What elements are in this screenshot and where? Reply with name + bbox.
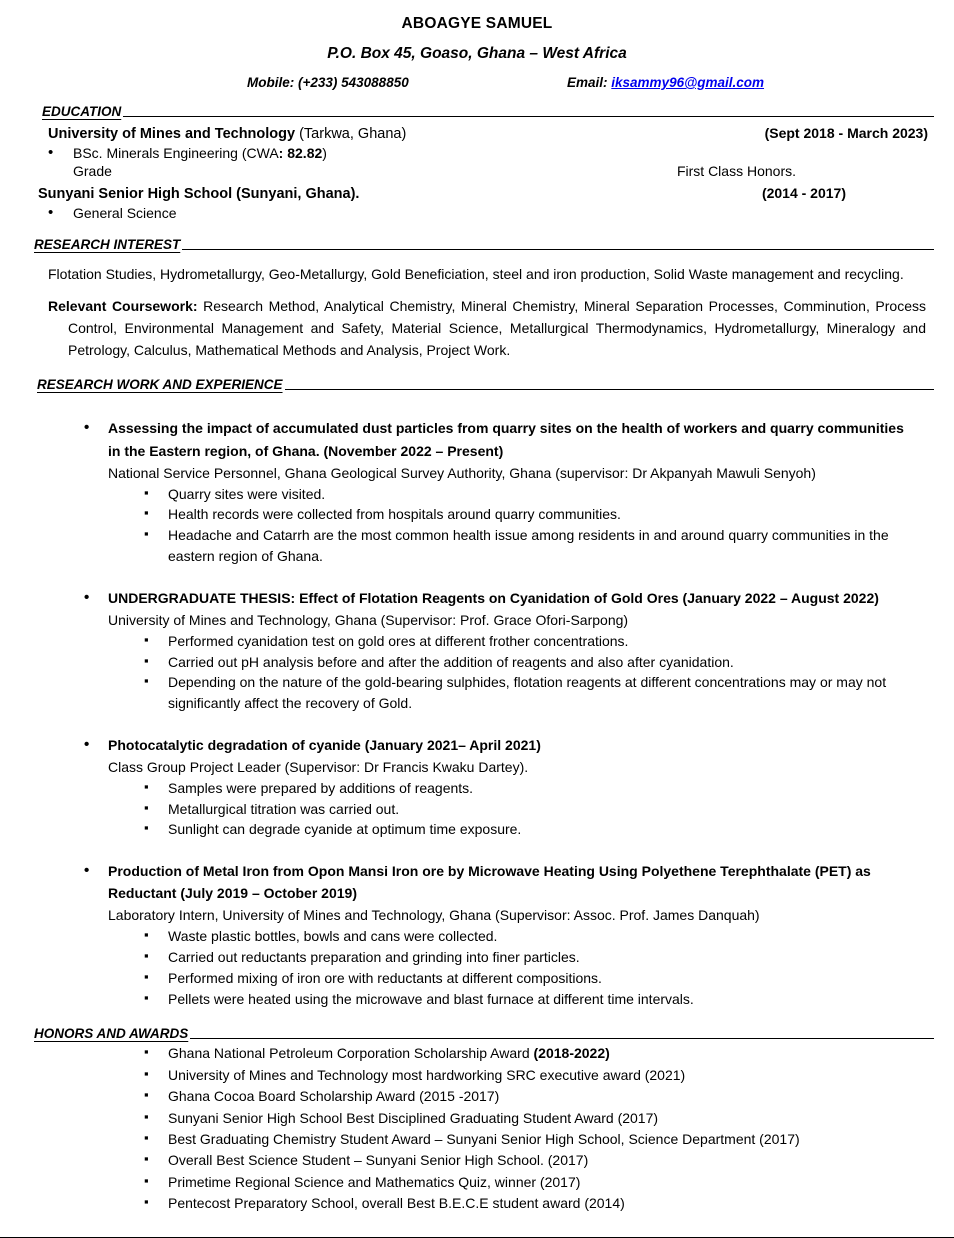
experience-bullet-list (20, 631, 934, 714)
experience-title (20, 587, 934, 609)
education-program-2: • General Science (20, 205, 934, 221)
contact-row (20, 74, 934, 92)
section-heading-education (20, 104, 934, 120)
education-section (20, 123, 934, 220)
contact-email (432, 74, 852, 92)
honors-item-text: Sunyani Senior High School Best Disciplined Graduating Student Award (2017) (168, 1109, 659, 1126)
relevant-coursework-label: Relevant Coursework: (48, 297, 198, 314)
section-rule (285, 389, 934, 390)
honors-item-text: Primetime Regional Science and Mathematics Quiz, winner (2017) (168, 1173, 581, 1190)
section-heading-honors (20, 1026, 934, 1042)
section-heading-research-interest (20, 237, 934, 253)
experience-bullet-list (20, 926, 934, 1009)
honors-item-text: Ghana Cocoa Board Scholarship Award (2015 -2017) (168, 1088, 500, 1105)
section-heading-honors-label: HONORS AND AWARDS (34, 1026, 189, 1042)
experience-bullet: ▪ Metallurgical titration was carried out. (20, 799, 934, 820)
experience-item (20, 734, 934, 840)
experience-title-regular: : Effect of Flotation Reagents on Cyanidation of Gold Ores (January 2022 – August 2022) (290, 589, 879, 606)
experience-title-bold: Photocatalytic degradation of cyanide (January 2021– April 2021) (108, 736, 541, 753)
honors-item (20, 1043, 934, 1064)
experience-bullet: ▪ Sunlight can degrade cyanide at optimum time exposure. (20, 819, 934, 840)
experience-bullet-list (20, 484, 934, 567)
education-school-2: Sunyani Senior High School (Sunyani, Ghana). (38, 185, 360, 202)
education-date-2: (2014 - 2017) (761, 184, 846, 201)
education-degree-1 (20, 145, 934, 161)
education-degree-close: ) (322, 145, 327, 162)
candidate-name: ABOAGYE SAMUEL (401, 15, 553, 32)
email-label: Email: (567, 74, 608, 90)
honors-item-text: Ghana National Petroleum Corporation Scholarship Award (168, 1045, 534, 1062)
honors-item-bold: (2018-2022) (533, 1045, 610, 1062)
honors-item (20, 1193, 934, 1214)
honors-list (20, 1043, 934, 1214)
honors-item (20, 1086, 934, 1107)
experience-subtitle: National Service Personnel, Ghana Geological Survey Authority, Ghana (supervisor: Dr Akpanyah Mawuli Senyoh) (108, 464, 816, 481)
experience-bullet: ▪ Performed cyanidation test on gold ores at different frother concentrations. (20, 631, 934, 652)
experience-title-bold: Assessing the impact of accumulated dust particles from quarry sites on the health of workers and quarry communities in the Eastern region, of Ghana. (November 2022 – Present) (108, 420, 904, 459)
education-entry-1 (20, 123, 934, 145)
honors-item-text: Best Graduating Chemistry Student Award – Sunyani Senior High School, Science Department (2017) (168, 1131, 800, 1148)
experience-subtitle: University of Mines and Technology, Ghana (Supervisor: Prof. Grace Ofori-Sarpong) (108, 611, 629, 628)
experience-title-bold: UNDERGRADUATE THESIS (108, 589, 291, 606)
research-interest-section (20, 263, 934, 361)
honors-item (20, 1129, 934, 1150)
contact-mobile: Mobile: (+233) 543088850 (247, 74, 409, 90)
section-heading-research-work (20, 377, 934, 393)
resume-header (20, 14, 934, 92)
education-entry-2 (20, 183, 934, 205)
section-rule (182, 249, 934, 250)
experience-title (20, 860, 934, 904)
experience-subtitle: Laboratory Intern, University of Mines and Technology, Ghana (Supervisor: Assoc. Prof. James Danquah) (108, 907, 760, 924)
experience-title (20, 417, 934, 461)
experience-subtitle: Class Group Project Leader (Supervisor: Dr Francis Kwaku Dartey). (108, 758, 529, 775)
research-interest-paragraph: Flotation Studies, Hydrometallurgy, Geo-Metallurgy, Gold Beneficiation, steel and iron production, Solid Waste management and recycling. (48, 265, 904, 282)
education-grade-row (20, 161, 934, 182)
section-heading-research-interest-label: RESEARCH INTEREST (34, 236, 181, 252)
section-rule (190, 1038, 934, 1039)
education-degree-text: BSc. Minerals Engineering (CWA (73, 145, 279, 162)
honors-item (20, 1108, 934, 1129)
experience-bullet: ▪ Depending on the nature of the gold-bearing sulphides, flotation reagents at different concentrations may or may not significantly affect the recovery of Gold. (20, 672, 934, 713)
section-heading-education-label: EDUCATION (42, 104, 122, 120)
honors-item (20, 1150, 934, 1171)
experience-title (20, 734, 934, 756)
experience-bullet: ▪ Carried out reductants preparation and grinding into finer particles. (20, 947, 934, 968)
experience-section (20, 417, 934, 1009)
honors-item-text: University of Mines and Technology most hardworking SRC executive award (2021) (168, 1066, 686, 1083)
experience-item (20, 587, 934, 714)
experience-title-bold: Production of Metal Iron from Opon Mansi Iron ore by Microwave Heating Using Polyethene Terephthalate (PET) as Reductant (July 2019 – October 2019) (108, 863, 871, 902)
relevant-coursework-text: Research Method, Analytical Chemistry, Mineral Chemistry, Mineral Separation Processes, Comminution, Process Control, Environmental Management and Safety, Material Science, Metallurgical Thermodynamics, Hydrometallurgy, Mineralogy and Petrology, Calculus, Mathematical Methods and Analysis, Project Work. (68, 297, 926, 359)
honors-item-text: Overall Best Science Student – Sunyani Senior High School. (2017) (168, 1152, 589, 1169)
education-school-1-location: (Tarkwa, Ghana) (295, 126, 407, 143)
honors-item (20, 1065, 934, 1086)
honors-item-text: Pentecost Preparatory School, overall Best B.E.C.E student award (2014) (168, 1195, 625, 1212)
relevant-coursework-paragraph (20, 295, 934, 361)
experience-bullet: ▪ Samples were prepared by additions of reagents. (20, 778, 934, 799)
experience-bullet: ▪ Quarry sites were visited. (20, 484, 934, 505)
honors-item (20, 1172, 934, 1193)
education-grade-value: First Class Honors. (676, 163, 796, 180)
experience-bullet: ▪ Headache and Catarrh are the most common health issue among residents in and around quarry communities in the eastern region of Ghana. (20, 525, 934, 566)
experience-item (20, 860, 934, 1009)
education-cwa-value: 82.82 (287, 145, 323, 162)
education-cwa-colon: : (278, 145, 288, 162)
education-grade-label: Grade (73, 163, 112, 180)
education-school-1-name: University of Mines and Technology (48, 126, 296, 143)
experience-bullet: ▪ Performed mixing of iron ore with reductants at different compositions. (20, 968, 934, 989)
experience-bullet: ▪ Pellets were heated using the microwave and blast furnace at different time intervals. (20, 989, 934, 1010)
section-rule (123, 116, 934, 117)
education-school-1 (20, 123, 765, 145)
section-heading-research-work-label: RESEARCH WORK AND EXPERIENCE (37, 377, 283, 393)
candidate-address: P.O. Box 45, Goaso, Ghana – West Africa (327, 44, 627, 62)
experience-bullet-list (20, 778, 934, 840)
education-date-1: (Sept 2018 - March 2023) (764, 125, 928, 142)
experience-bullet: ▪ Carried out pH analysis before and after the addition of reagents and also after cyanidation. (20, 652, 934, 673)
email-link[interactable]: iksammy96@gmail.com (611, 74, 765, 90)
experience-item (20, 417, 934, 566)
experience-bullet: ▪ Health records were collected from hospitals around quarry communities. (20, 504, 934, 525)
experience-bullet: ▪ Waste plastic bottles, bowls and cans were collected. (20, 926, 934, 947)
